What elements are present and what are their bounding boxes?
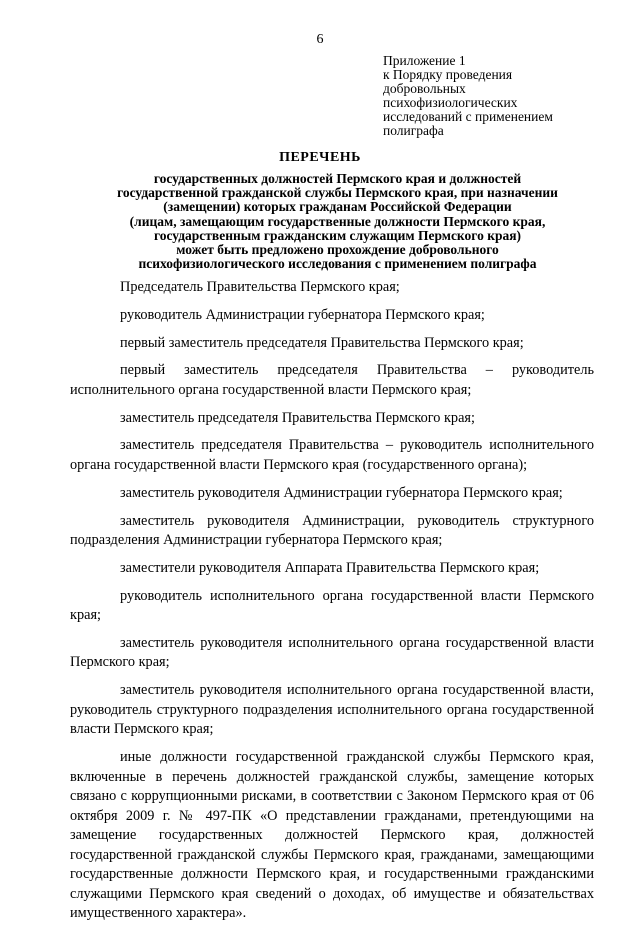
list-item: Председатель Правительства Пермского края; [120,279,400,295]
list-item: заместитель председателя Правительства – руководитель исполнительного органа государственной власти Пермского края (государственного органа); [70,437,594,473]
subtitle-line: (лицам, замещающим государственные должности Пермского края, [129,213,546,229]
appendix-line: исследований с применением [383,109,553,124]
list-item: первый заместитель председателя Правительства Пермского края; [120,334,524,351]
positions-list [70,278,594,928]
subtitle-line: государственной гражданской службы Пермского края, при назначении [117,185,558,201]
appendix-line: полиграфа [383,123,444,138]
subtitle-line: психофизиологического исследования с применением полиграфа [138,256,537,272]
appendix-line: к Порядку проведения [383,67,513,82]
list-item: заместитель председателя Правительства Пермского края; [120,409,475,426]
document-subtitle [0,172,640,271]
list-item: заместитель руководителя Администрации губернатора Пермского края; [120,484,563,501]
subtitle-line: государственных должностей Пермского края и должностей [153,171,522,186]
subtitle-line: может быть предложено прохождение добровольного [176,242,499,258]
list-item: руководитель исполнительного органа государственной власти Пермского края; [70,587,594,624]
list-item: первый заместитель председателя Правительства – руководитель исполнительного органа государственной власти Пермского края; [70,362,594,398]
list-item: заместитель руководителя исполнительного органа государственной власти Пермского края; [70,634,594,671]
appendix-line: Приложение 1 [383,53,466,68]
list-item: заместитель руководителя Администрации, руководитель структурного подразделения Администрации губернатора Пермского края; [70,512,594,549]
list-item: иные должности государственной гражданской службы Пермского края, включенные в перечень должностей гражданской службы, замещение которых связано с коррупционными рисками, в соответствии с Законом Пермского края от 06 октября 2009 г. № 497-ПК «О представлении гражданами, претендующими на замещение государственных должностей Пермского края, должностей государственной гражданской службы Пермского края, гражданами, замещающими государственные должности Пермского края, и государственными гражданскими служащими Пермского края сведений о доходах, об имуществе и обязательствах имущественного характера». [70,749,594,922]
subtitle-line: (замещении) которых гражданам Российской Федерации [163,199,512,215]
list-item: руководитель Администрации губернатора Пермского края; [120,306,485,323]
document-title: ПЕРЕЧЕНЬ [279,150,361,165]
appendix-note [383,54,583,138]
subtitle-line: государственным гражданским служащим Пермского края) [153,227,522,243]
appendix-line: добровольных [383,81,466,96]
appendix-line: психофизиологических [383,95,518,110]
list-item: заместитель руководителя исполнительного органа государственной власти, руководитель структурного подразделения исполнительного органа государственной власти Пермского края; [70,682,594,738]
page-number: 6 [316,32,324,47]
list-item: заместители руководителя Аппарата Правительства Пермского края; [120,559,540,576]
